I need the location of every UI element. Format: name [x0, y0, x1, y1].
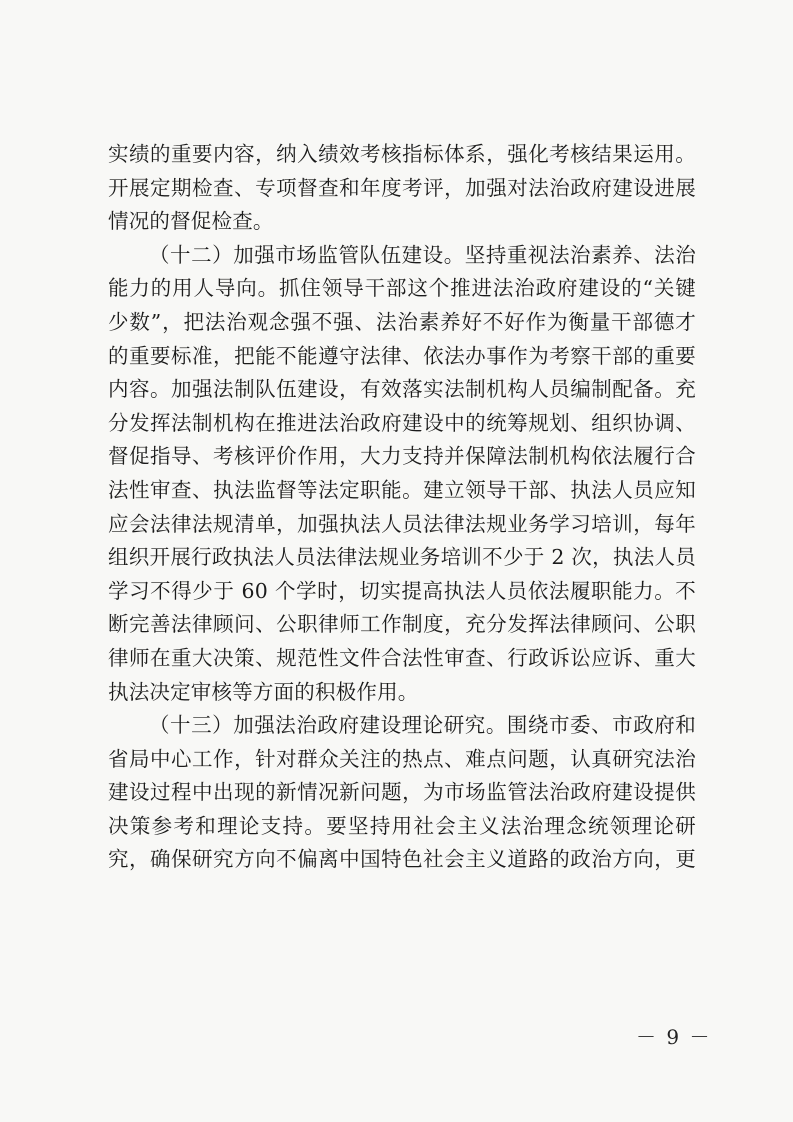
- text-line: 情况的督促检查。: [108, 209, 274, 234]
- text-line: 省局中心工作，针对群众关注的热点、难点问题，认真研究法治: [108, 746, 696, 771]
- text-line: 督促指导、考核评价作用，大力支持并保障法制机构依法履行合: [108, 444, 696, 469]
- text-line: 少数”，把法治观念强不强、法治素养好不好作为衡量干部德才: [108, 309, 696, 334]
- text-line: 内容。加强法制队伍建设，有效落实法制机构人员编制配备。充: [108, 377, 696, 402]
- text-line: 究，确保研究方向不偏离中国特色社会主义道路的政治方向，更: [108, 847, 696, 872]
- text-line: 建设过程中出现的新情况新问题，为市场监管法治政府建设提供: [108, 780, 696, 805]
- text-line: 的重要标准，把能不能遵守法律、依法办事作为考察干部的重要: [108, 343, 696, 368]
- text-line: 开展定期检查、专项督查和年度考评，加强对法治政府建设进展: [108, 175, 696, 200]
- text-line: 断完善法律顾问、公职律师工作制度，充分发挥法律顾问、公职: [108, 612, 696, 637]
- text-line: 决策参考和理论支持。要坚持用社会主义法治理念统领理论研: [108, 813, 696, 838]
- text-line: 能力的用人导向。抓住领导干部这个推进法治政府建设的“关键: [108, 276, 696, 301]
- text-line: 实绩的重要内容，纳入绩效考核指标体系，强化考核结果运用。: [108, 142, 696, 166]
- text-line: 法性审查、执法监督等法定职能。建立领导干部、执法人员应知: [108, 477, 696, 502]
- text-line: 组织开展行政执法人员法律法规业务培训不少于 2 次，执法人员: [108, 545, 696, 570]
- text-line: 学习不得少于 60 个学时，切实提高执法人员依法履职能力。不: [108, 578, 696, 603]
- body-text: [108, 138, 696, 877]
- page-number: － 9 －: [636, 1025, 712, 1049]
- section-heading-line: （十三）加强法治政府建设理论研究。围绕市委、市政府和: [149, 713, 696, 738]
- text-line: 执法决定审核等方面的积极作用。: [108, 679, 419, 704]
- text-line: 应会法律法规清单，加强执法人员法律法规业务学习培训，每年: [108, 511, 696, 536]
- text-line: 律师在重大决策、规范性文件合法性审查、行政诉讼应诉、重大: [108, 645, 696, 670]
- section-heading-line: （十二）加强市场监管队伍建设。坚持重视法治素养、法治: [149, 242, 696, 267]
- text-line: 分发挥法制机构在推进法治政府建设中的统筹规划、组织协调、: [108, 410, 696, 435]
